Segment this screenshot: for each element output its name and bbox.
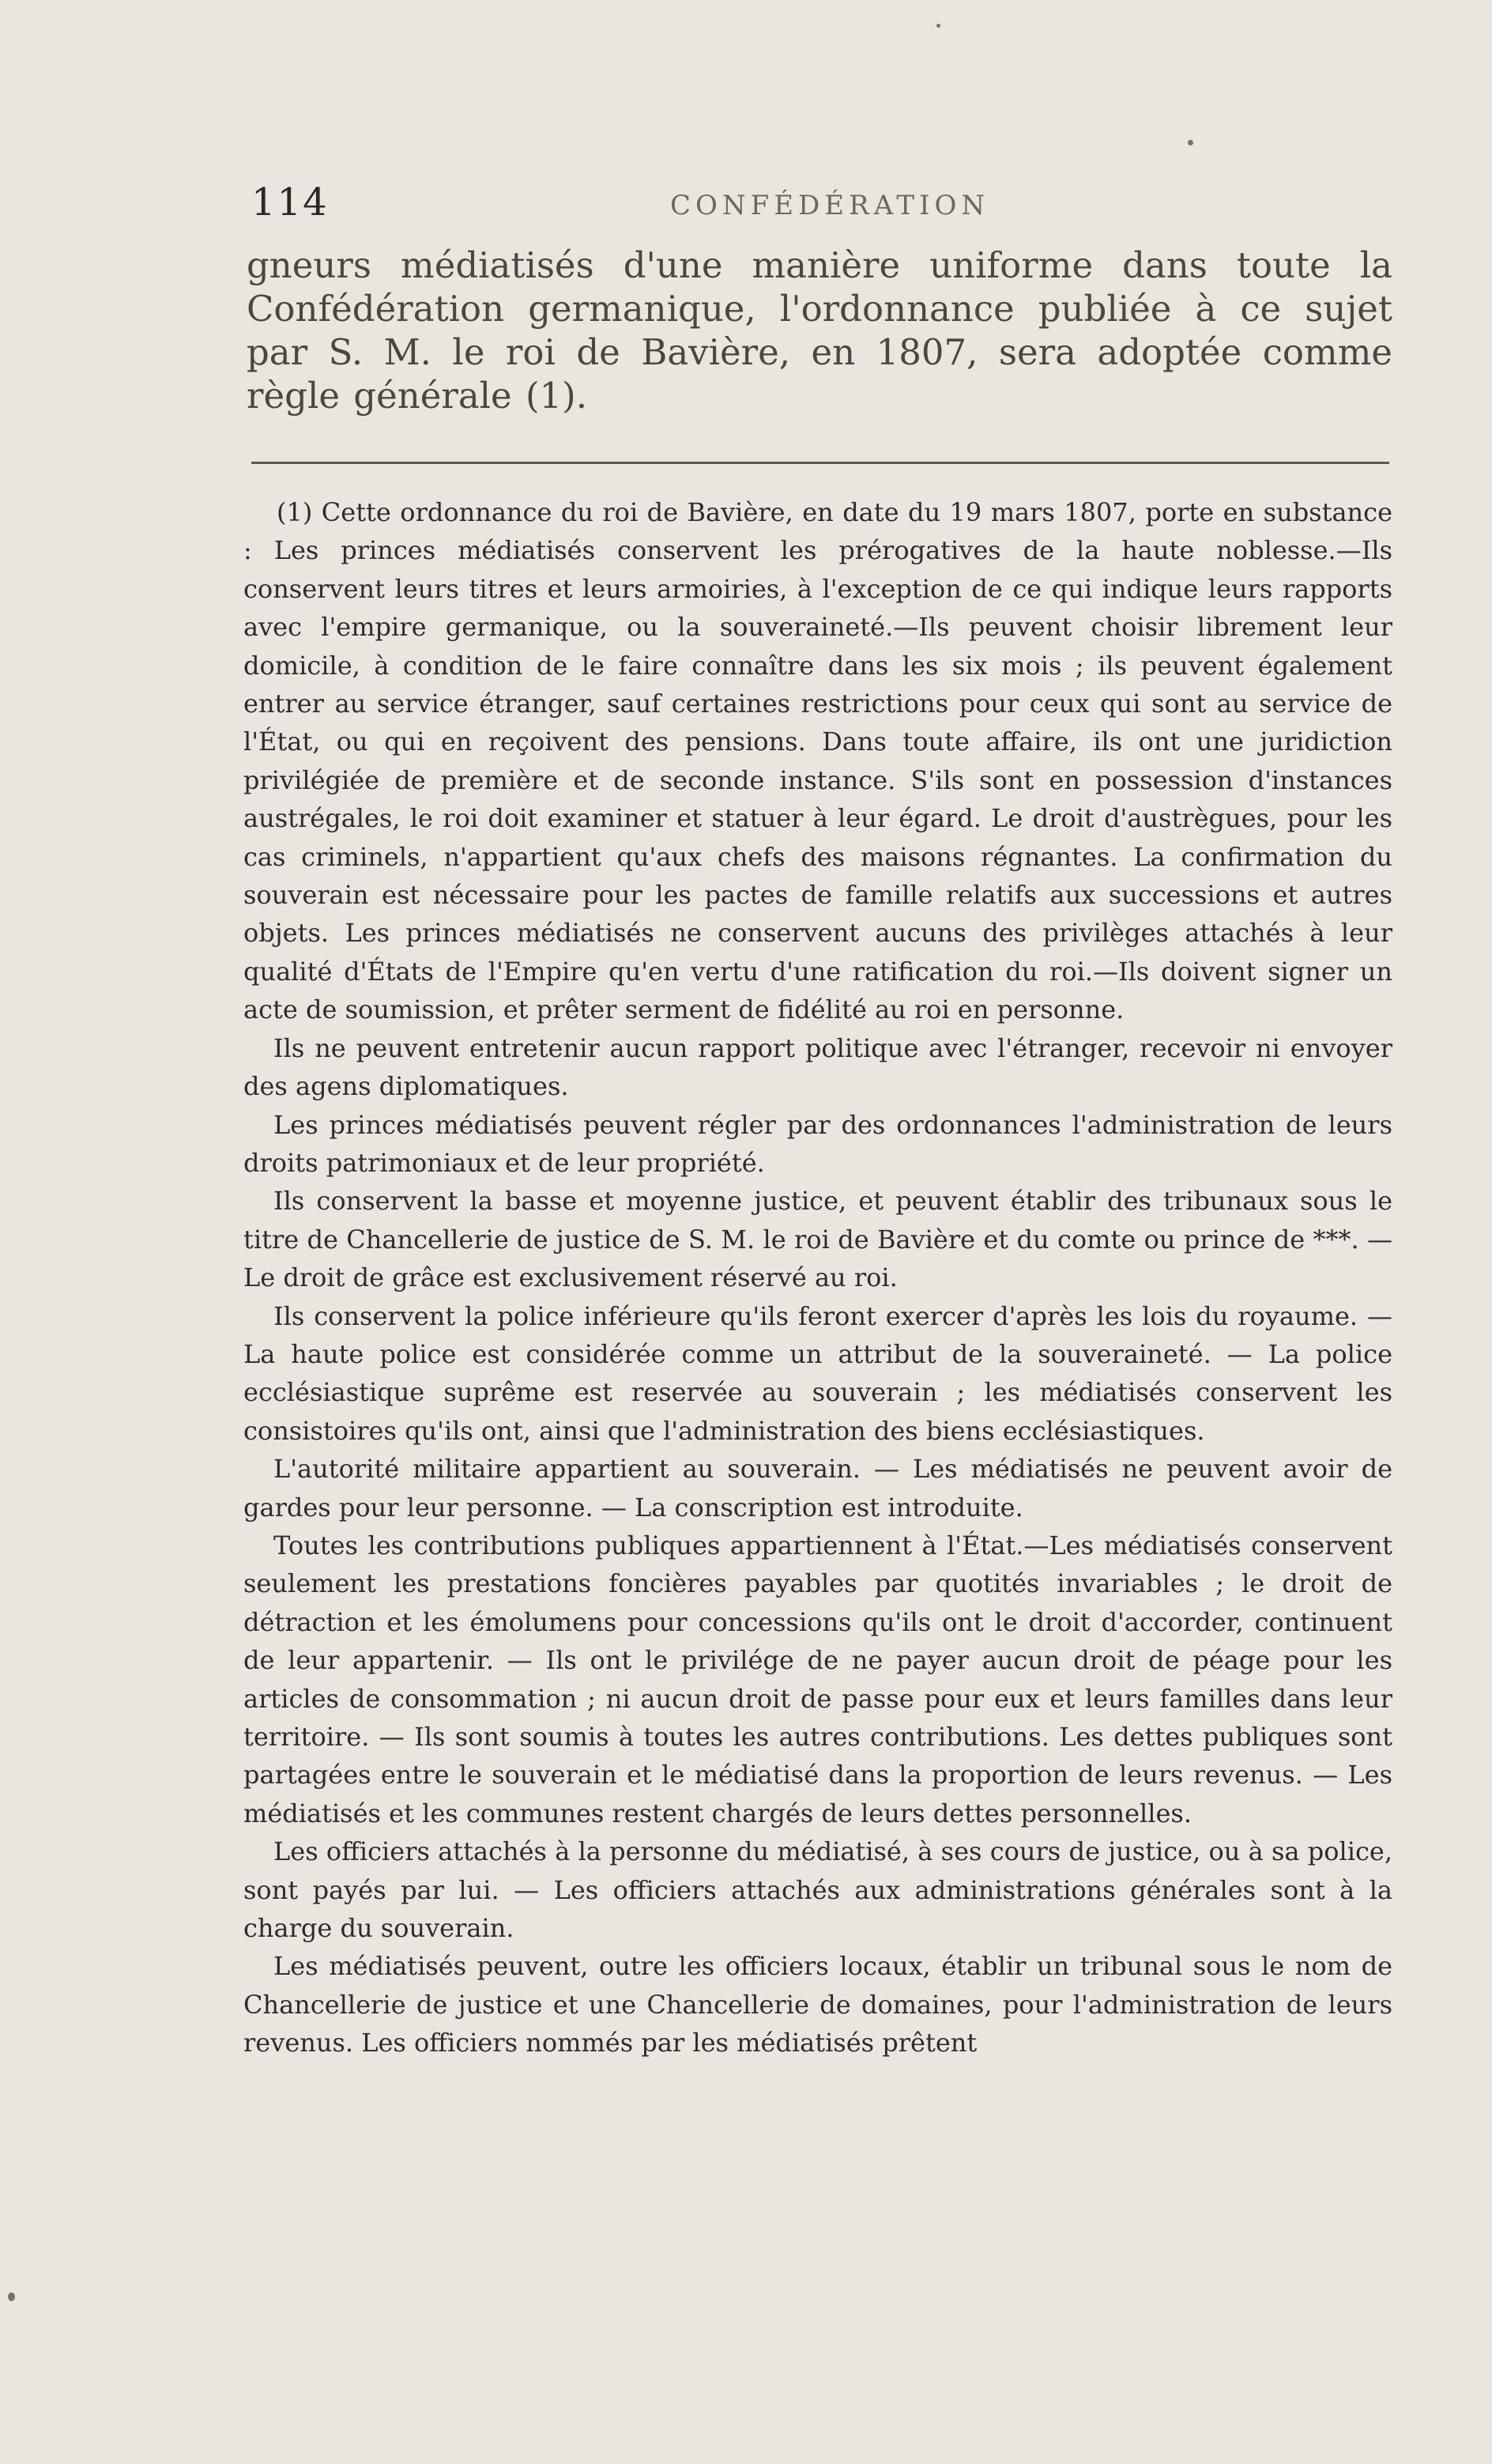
- footnote-paragraph: Ils conservent la police inférieure qu'ils feront exercer d'après les lois du royaume. — La haute police est considérée comme un attribut de la souveraineté. — La police ecclésiastique suprême est reservée au souverain ; les médiatisés conservent les consistoires qu'ils ont, ainsi que l'administration des biens ecclésiastiques.: [243, 1300, 1392, 1446]
- footnote-paragraph: (1) Cette ordonnance du roi de Bavière, en date du 19 mars 1807, porte en substance : Les princes médiatisés conservent les prérogatives de la haute noblesse.—Ils conservent leurs titres et leurs armoiries, à l'exception de ce qui indique leurs rapports avec l'empire germanique, ou la souveraineté.—Ils peuvent choisir librement leur domicile, à condition de le faire connaître dans les six mois ; ils peuvent également entrer au service étranger, sauf certaines restrictions pour ceux qui sont au service de l'État, ou qui en reçoivent des pensions. Dans toute affaire, ils ont une juridiction privilégiée de première et de seconde instance. S'ils sont en possession d'instances austrégales, le roi doit examiner et statuer à leur égard. Le droit d'austrègues, pour les cas criminels, n'appartient qu'aux chefs des maisons régnantes. La confirmation du souverain est nécessaire pour les pactes de famille relatifs aux successions et autres objets. Les princes médiatisés ne conservent aucuns des privilèges attachés à leur qualité d'États de l'Empire qu'en vertu d'une ratification du roi.—Ils doivent signer un acte de soumission, et prêter serment de fidélité au roi en personne.: [243, 497, 1392, 1025]
- footnote-separator-rule: [251, 462, 1389, 464]
- main-paragraph: gneurs médiatisés d'une manière uniforme dans toute la Confédération germanique, l'ordonnance publiée à ce sujet par S. M. le roi de Bavière, en 1807, sera adoptée comme règle générale (1).: [247, 244, 1392, 417]
- paper-speck: [936, 24, 940, 28]
- main-text-block: [247, 243, 1392, 417]
- footnote-paragraph: L'autorité militaire appartient au souverain. — Les médiatisés ne peuvent avoir de gardes pour leur personne. — La conscription est introduite.: [243, 1454, 1392, 1523]
- footnote-paragraph: Les princes médiatisés peuvent régler par des ordonnances l'administration de leurs droits patrimoniaux et de leur propriété.: [243, 1109, 1392, 1178]
- paper-speck: [1188, 140, 1193, 145]
- running-title: CONFÉDÉRATION: [670, 190, 990, 221]
- footnote-paragraph: Les officiers attachés à la personne du médiatisé, à ses cours de justice, ou à sa police, sont payés par lui. — Les officiers attachés aux administrations générales sont à la charge du souverain.: [243, 1836, 1392, 1944]
- page-number: 114: [251, 180, 329, 225]
- footnote-paragraph: Ils conservent la basse et moyenne justice, et peuvent établir des tribunaux sous le titre de Chancellerie de justice de S. M. le roi de Bavière et du comte ou prince de ***. — Le droit de grâce est exclusivement réservé au roi.: [243, 1186, 1392, 1293]
- footnote-paragraph: Toutes les contributions publiques appartiennent à l'État.—Les médiatisés conservent seulement les prestations foncières payables par quotités invariables ; le droit de détraction et les émolumens pour concessions qu'ils ont le droit d'accorder, continuent de leur appartenir. — Ils ont le privilége de ne payer aucun droit de péage pour les articles de consommation ; ni aucun droit de passe pour eux et leurs familles dans leur territoire. — Ils sont soumis à toutes les autres contributions. Les dettes publiques sont partagées entre le souverain et le médiatisé dans la proportion de leurs revenus. — Les médiatisés et les communes restent chargés de leurs dettes personnelles.: [243, 1530, 1392, 1828]
- footnote-paragraph: Ils ne peuvent entretenir aucun rapport politique avec l'étranger, recevoir ni envoyer des agens diplomatiques.: [243, 1032, 1392, 1102]
- paper-speck: [8, 2292, 15, 2301]
- page-header: [251, 180, 1389, 236]
- footnote-paragraph: Les médiatisés peuvent, outre les officiers locaux, établir un tribunal sous le nom de Chancellerie de justice et une Chancellerie de domaines, pour l'administration de leurs revenus. Les officiers nommés par les médiatisés prêtent: [243, 1951, 1392, 2058]
- footnote-block: [243, 493, 1392, 2062]
